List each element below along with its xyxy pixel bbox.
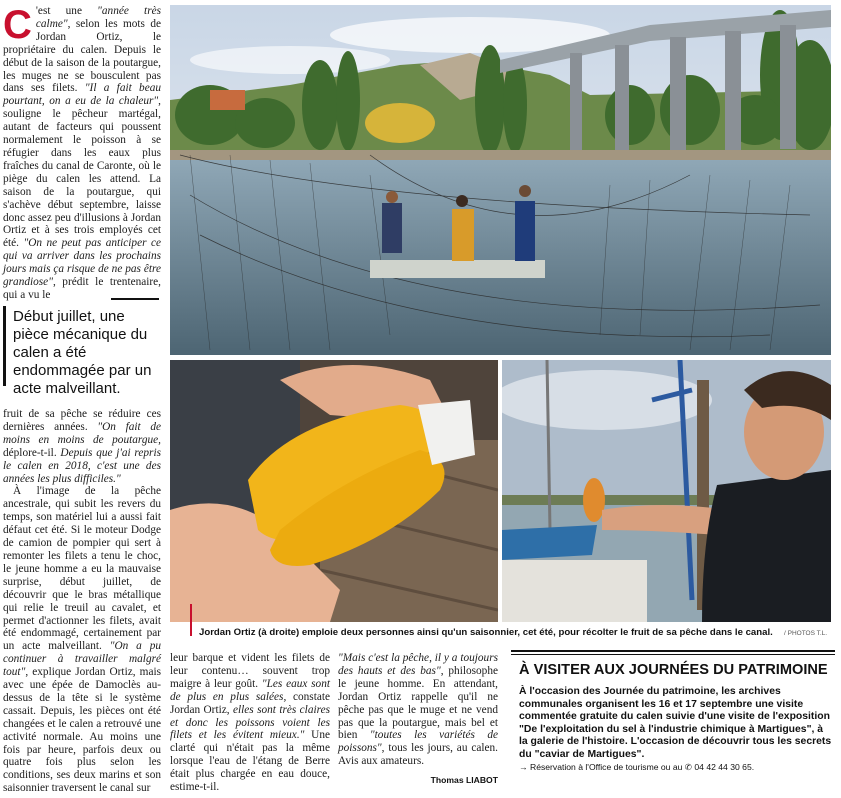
callout-text: Début juillet, une pièce mécanique du calen a été endommagée par un acte malveillant. xyxy=(13,308,152,397)
photo-calen-nets xyxy=(170,5,831,355)
sidebar-title: À VISITER AUX JOURNÉES DU PATRIMOINE xyxy=(519,662,828,678)
photo-caption: Jordan Ortiz (à droite) emploie deux personnes ainsi qu'un saisonnier, cet été, pour récolter le fruit de sa pêche dans le canal. xyxy=(199,627,773,638)
article-intro: C 'est une "année très calme", selon les mots de Jordan Ortiz, le propriétaire du calen. Depuis le début de la saison de la poutargue, les muges ne se bousculent pas dans ses filets. "Il a fait beau pourtant, on a eu de la chaleur", souligne le pêcheur martégal, autant de facteurs qui poussent normalement le poisson à se réfugier dans les eaux plus fraîches du canal de Caronte, où le piège du calen les attend. La saison de la poutargue, qui s'achève début septembre, laisse donc assez peu d'illusions à Jordan Ortiz et à ses trois employés cet été. "On ne peut pas anticiper ce qui va arriver dans les prochains jours mais ça risque de ne pas être grandiose", prédit le trentenaire, qui a vu le xyxy=(3,3,162,301)
article-body-col1: fruit de sa pêche se réduire ces dernières années. "On fait de moins en moins de poutargue, déplore-t-il. Depuis que j'ai repris le calen en 2018, c'est une des années les plus difficiles." À l'image de la pêche ancestrale, qui subit les revers du temps, son matériel lui a aussi fait défaut cet été. Si le moteur Dodge de camion de pompier qui sert à remonter les filets a tenu le choc, le jeune homme a eu la mauvaise surprise, début juillet, de découvrir que le bras métallique qui relie le treuil au cavalet, et permet d'actionner les filets, avait été endommagé, certainement par un acte malveillant. "On a pu continuer à travailler malgré tout", explique Jordan Ortiz, mais avec une épée de Damoclès au-dessus de la tête si le système cassait. Depuis, les pièces ont été changées et le calen a retrouvé une activité normale. Au moins une fois par heure, parfois deux ou quatre fois plus selon les conditions, ses deux marins et son saisonnier traversent le canal sur xyxy=(3,408,161,795)
photo-credit: / PHOTOS T.L. xyxy=(784,630,828,637)
callout-box xyxy=(3,298,159,397)
drop-cap: C xyxy=(3,3,32,47)
callout-rule xyxy=(111,298,159,300)
sidebar-top-thin xyxy=(511,654,835,655)
sidebar-body: À l'occasion des Journée du patrimoine, les archives communales organisent les 16 et 17 septembre une visite commentée gratuite du calen suivie d'une visite de l'exposition "De l'exploitation du sel à l'industrie chimique à Martigues", à la galerie de l'histoire. L'occasion de découvrir tous les secrets du "caviar de Martigues". xyxy=(519,686,832,760)
article-body-col3: "Mais c'est la pêche, il y a toujours des hauts et des bas", philosophe le jeune homme. En attendant, Jordan Ortiz rappelle qu'il ne pêche pas que le muge et ne vend pas que la poutargue, mais bel et bien "toutes les variétés de poissons", tous les jours, au calen. Avis aux amateurs. xyxy=(338,652,498,768)
photo-poutargue-hands xyxy=(170,360,498,622)
article-body-col2: leur barque et vident les filets de leur contenu… souvent trop maigre à leur goût. "Les eaux sont de plus en plus salées, constate Jordan Ortiz, elles sont très claires et donc les poissons voient les filets et les évitent mieux." Une clarté qui n'était pas la même lorsque l'eau de l'étang de Berre était plus chargée en eau douce, estime-t-il. xyxy=(170,652,331,794)
sidebar-box xyxy=(511,650,835,780)
caption-bar xyxy=(190,604,192,636)
author-byline: Thomas LIABOT xyxy=(430,775,498,785)
sidebar-top-rule xyxy=(511,650,835,652)
photo-fisherman-holding xyxy=(502,360,831,622)
callout-bar xyxy=(3,306,6,386)
sidebar-reservation: → Réservation à l'Office de tourisme ou au ✆ 04 42 44 30 65. xyxy=(519,762,755,772)
